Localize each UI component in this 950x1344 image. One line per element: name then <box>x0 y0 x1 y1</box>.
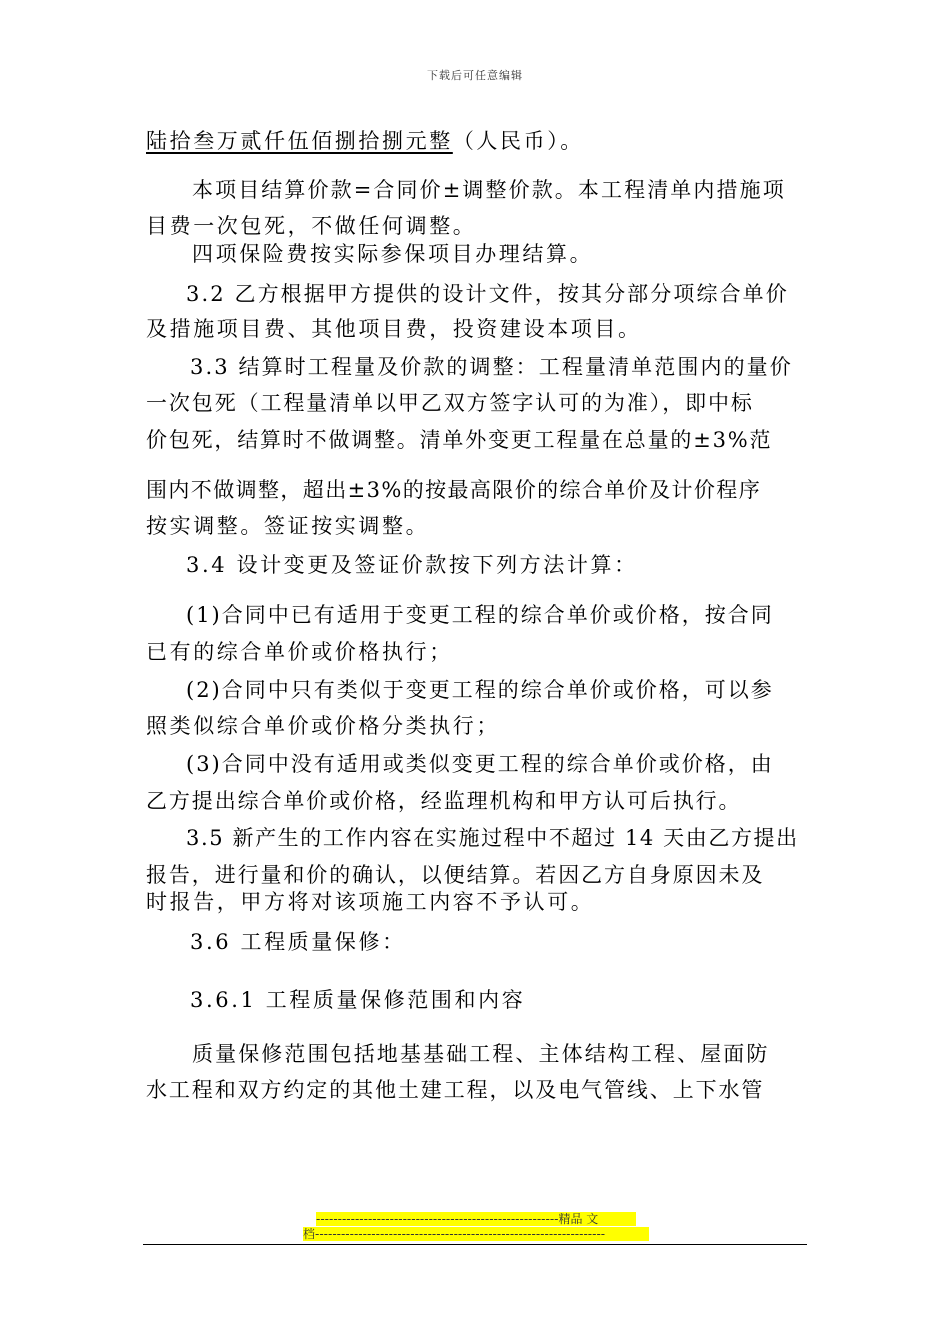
paragraph-line: (2)合同中只有类似于变更工程的综合单价或价格，可以参 <box>186 678 774 702</box>
page-header-note: 下载后可任意编辑 <box>427 69 523 82</box>
paragraph-line: 围内不做调整，超出±3%的按最高限价的综合单价及计价程序 <box>146 478 762 502</box>
paragraph-line: 本项目结算价款=合同价±调整价款。本工程清单内措施项 <box>192 178 786 202</box>
amount-suffix: （人民币）。 <box>452 129 584 153</box>
paragraph-line: 3.2 乙方根据甲方提供的设计文件，按其分部分项综合单价 <box>186 282 789 306</box>
paragraph-line: 四项保险费按实际参保项目办理结算。 <box>192 242 594 266</box>
paragraph-line: 3.5 新产生的工作内容在实施过程中不超过 14 天由乙方提出 <box>186 826 799 850</box>
paragraph-line: 时报告，甲方将对该项施工内容不予认可。 <box>146 890 595 914</box>
paragraph-line: 乙方提出综合单价或价格，经监理机构和甲方认可后执行。 <box>146 789 742 813</box>
paragraph-line: 3.4 设计变更及签证价款按下列方法计算： <box>186 553 638 577</box>
paragraph-line: 质量保修范围包括地基基础工程、主体结构工程、屋面防 <box>192 1042 770 1066</box>
paragraph-line: (1)合同中已有适用于变更工程的综合单价或价格，按合同 <box>186 603 774 627</box>
subsection-heading: 3.6.1 工程质量保修范围和内容 <box>190 988 526 1012</box>
footer-watermark-line-2: 档------------------------------------------------------------------- <box>303 1227 649 1241</box>
footer-divider <box>143 1244 807 1245</box>
paragraph-line: 照类似综合单价或价格分类执行； <box>146 714 500 738</box>
paragraph-line: 目费一次包死，不做任何调整。 <box>146 214 477 238</box>
paragraph-line: 报告，进行量和价的确认，以便结算。若因乙方自身原因未及 <box>146 863 765 887</box>
footer-watermark-line-1: --------------------------------------------------------精品 文 <box>316 1212 636 1226</box>
section-heading: 3.6 工程质量保修： <box>190 930 406 954</box>
paragraph-line: 及措施项目费、其他项目费，投资建设本项目。 <box>146 317 642 341</box>
amount-line <box>146 128 810 154</box>
paragraph-line: 3.3 结算时工程量及价款的调整：工程量清单范围内的量价 <box>190 355 793 379</box>
paragraph-line: 按实调整。签证按实调整。 <box>146 514 430 538</box>
paragraph-line: 已有的综合单价或价格执行； <box>146 640 453 664</box>
paragraph-line: (3)合同中没有适用或类似变更工程的综合单价或价格，由 <box>186 752 774 776</box>
paragraph-line: 价包死，结算时不做调整。清单外变更工程量在总量的±3%范 <box>146 428 773 452</box>
paragraph-line: 水工程和双方约定的其他土建工程，以及电气管线、上下水管 <box>146 1078 765 1102</box>
paragraph-line: 一次包死（工程量清单以甲乙双方签字认可的为准），即中标 <box>146 391 754 415</box>
amount-in-words: 陆拾叁万贰仟伍佰捌拾捌元整 <box>146 129 453 153</box>
